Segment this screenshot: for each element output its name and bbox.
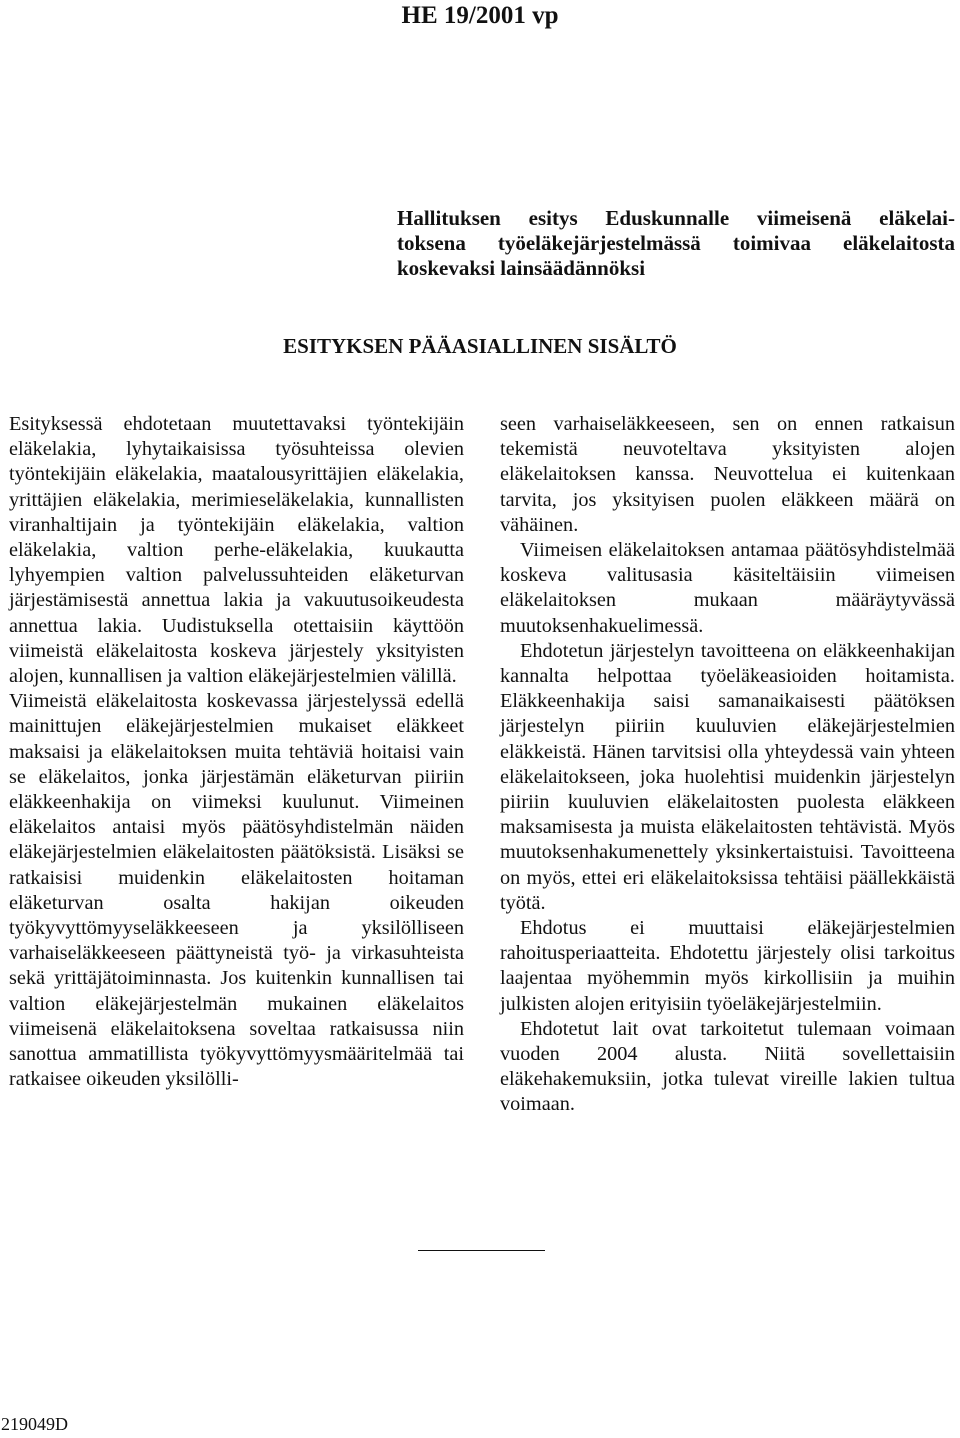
title-line-3: koskevaksi lainsäädännöksi xyxy=(397,256,646,280)
right-paragraph-4: Ehdotus ei muuttaisi eläkejärjestelmien rahoitusperiaatteita. Ehdotettu järjestely olisi tarkoitus laajentaa myöhemmin myös kirkollisiin ja muihin julkisten alojen erityisiin työeläkejärjestelmiin. xyxy=(500,917,955,1015)
title-line-1: Hallituksen esitys Eduskunnalle viimeisenä eläkelai- xyxy=(397,206,955,230)
left-paragraph-1: Esityksessä ehdotetaan muutettavaksi työntekijäin eläkelakia, lyhytaikaisissa työsuhteissa olevien työntekijäin eläkelakia, maatalousyrittäjien eläkelakia, yrittäjien eläkelakia, merimieseläkelakia, kunnallisten viranhaltijain ja työntekijäin eläkelakia, valtion eläkelakia, valtion perhe-eläkelakia, kuukautta lyhyempien valtion palvelussuhteiden eläketurvan järjestämisestä annettua lakia ja vakuutusoikeudesta annettua lakia. Uudistuksella otettaisiin käyttöön viimeistä eläkelaitosta koskeva järjestely yksityisten alojen, kunnallisen ja valtion eläkejärjestelmien välillä. xyxy=(9,413,464,688)
document-id: 219049D xyxy=(1,1414,68,1434)
end-separator-line xyxy=(418,1250,545,1251)
left-column xyxy=(9,412,464,1092)
right-paragraph-1: seen varhaiseläkkeeseen, sen on ennen ratkaisun tekemistä neuvoteltava yksityisten alojen eläkelaitoksen kanssa. Neuvottelua ei kuitenkaan tarvita, jos yksityisen puolen eläkkeen määrä on vähäinen. xyxy=(500,413,955,536)
right-paragraph-3: Ehdotetun järjestelyn tavoitteena on eläkkeenhakijan kannalta helpottaa työeläkeasioiden hoitamista. Eläkkeenhakija saisi samanaikaisesti päätöksen järjestelyn piiriin kuuluvien eläkejärjestelmien eläkkeistä. Hänen tarvitsisi olla yhteydessä vain yhteen eläkelaitokseen, joka huolehtisi muidenkin järjestelyn piiriin kuuluvien eläkelaitosten puolesta eläkkeen maksamisesta ja muista eläkelaitosten tehtävistä. Myös muutoksenhakumenettely yksinkertaistuisi. Tavoitteena on myös, ettei eri eläkelaitoksissa tehtäisi päällekkäistä työtä. xyxy=(500,639,955,914)
section-heading: ESITYKSEN PÄÄASIALLINEN SISÄLTÖ xyxy=(283,334,677,358)
document-title xyxy=(397,206,955,281)
right-paragraph-5: Ehdotetut lait ovat tarkoitetut tulemaan voimaan vuoden 2004 alusta. Niitä sovellettaisiin eläkehakemuksiin, jotka tulevat vireille lakien tultua voimaan. xyxy=(500,1017,955,1116)
right-column xyxy=(500,412,955,1118)
left-paragraph-2: Viimeistä eläkelaitosta koskevassa järjestelyssä edellä mainittujen eläkejärjestelmien mukaiset eläkkeet maksaisi ja eläkelaitoksen muita tehtäviä hoitaisi vain se eläkelaitos, jonka järjestämän eläketurvan piiriin eläkkeenhakija on viimeksi kuulunut. Viimeinen eläkelaitos antaisi myös päätösyhdistelmän näiden eläkejärjestelmien eläkelaitosten päätöksistä. Lisäksi se ratkaisisi muidenkin eläkelaitosten hoitaman eläketurvan osalta hakijan oikeuden työkyvyttömyyseläkkeeseen ja yksilölliseen varhaiseläkkeeseen päättyneistä työ- ja virkasuhteista sekä yrittäjätoiminnasta. Jos kuitenkin kunnallisen tai valtion eläkejärjestelmän mukainen eläkelaitos viimeisenä eläkelaitoksena soveltaa ratkaisussa niin sanottua ammatillista työkyvyttömyysmääritelmää tai ratkaisee oikeuden yksilölli- xyxy=(9,690,464,1091)
document-code: HE 19/2001 vp xyxy=(401,2,559,29)
title-line-2: toksena työeläkejärjestelmässä toimivaa eläkelaitosta xyxy=(397,231,955,255)
right-paragraph-2: Viimeisen eläkelaitoksen antamaa päätösyhdistelmää koskeva valitusasia käsiteltäisiin viimeisen eläkelaitoksen mukaan määräytyvässä muutoksenhakuelimessä. xyxy=(500,539,955,637)
